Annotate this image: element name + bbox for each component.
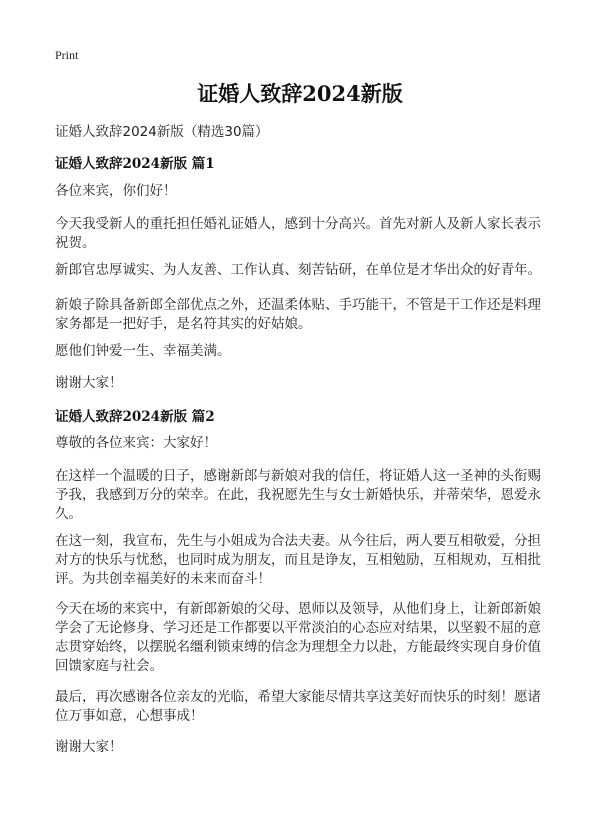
section-heading-1: 证婚人致辞2024新版 篇1 <box>55 156 215 172</box>
paragraph: 新娘子除具备新郎全部优点之外，还温柔体贴、手巧能干，不管是干工作还是料理家务都是一把好手，是名符其实的好姑娘。 <box>55 297 541 332</box>
paragraph: 最后，再次感谢各位亲友的光临，希望大家能尽情共享这美好而快乐的时刻！愿诸位万事如意，心想事成！ <box>55 689 541 724</box>
paragraph: 愿他们钟爱一生、幸福美满。 <box>55 343 231 359</box>
paragraph: 今天在场的来宾中，有新郎新娘的父母、恩师以及领导，从他们身上，让新郎新娘学会了无论修身、学习还是工作都要以平常淡泊的心态应对结果，以坚毅不屈的意志贯穿始终，以摆脱名缰利锁束缚的信念为理想全力以赴，方能最终实现自身价值回馈家庭与社会。 <box>55 601 541 674</box>
paragraph: 谢谢大家！ <box>55 375 123 391</box>
section-heading-2: 证婚人致辞2024新版 篇2 <box>55 409 215 425</box>
paragraph: 今天我受新人的重托担任婚礼证婚人，感到十分高兴。首先对新人及新人家长表示祝贺。 <box>55 216 541 251</box>
paragraph: 谢谢大家！ <box>55 739 123 755</box>
page-subtitle: 证婚人致辞2024新版（精选30篇） <box>55 124 269 140</box>
paragraph: 尊敬的各位来宾：大家好！ <box>55 435 217 451</box>
print-link[interactable]: Print <box>55 48 79 62</box>
paragraph: 在这样一个温暖的日子，感谢新郎与新娘对我的信任，将证婚人这一圣神的头衔赐予我，我感到万分的荣幸。在此，我祝愿先生与女士新婚快乐，并蒂荣华，恩爱永久。 <box>55 468 541 522</box>
page-title: 证婚人致辞2024新版 <box>197 81 403 106</box>
paragraph: 新郎官忠厚诚实、为人友善、工作认真、刻苦钻研，在单位是才华出众的好青年。 <box>55 262 541 278</box>
paragraph: 在这一刻，我宣布，先生与小姐成为合法夫妻。从今往后，两人要互相敬爱，分担对方的快乐与忧愁，也同时成为朋友，而且是诤友，互相勉励，互相规劝，互相批评。为共创幸福美好的未来而奋斗！ <box>55 533 541 587</box>
paragraph: 各位来宾，你们好！ <box>55 183 177 199</box>
